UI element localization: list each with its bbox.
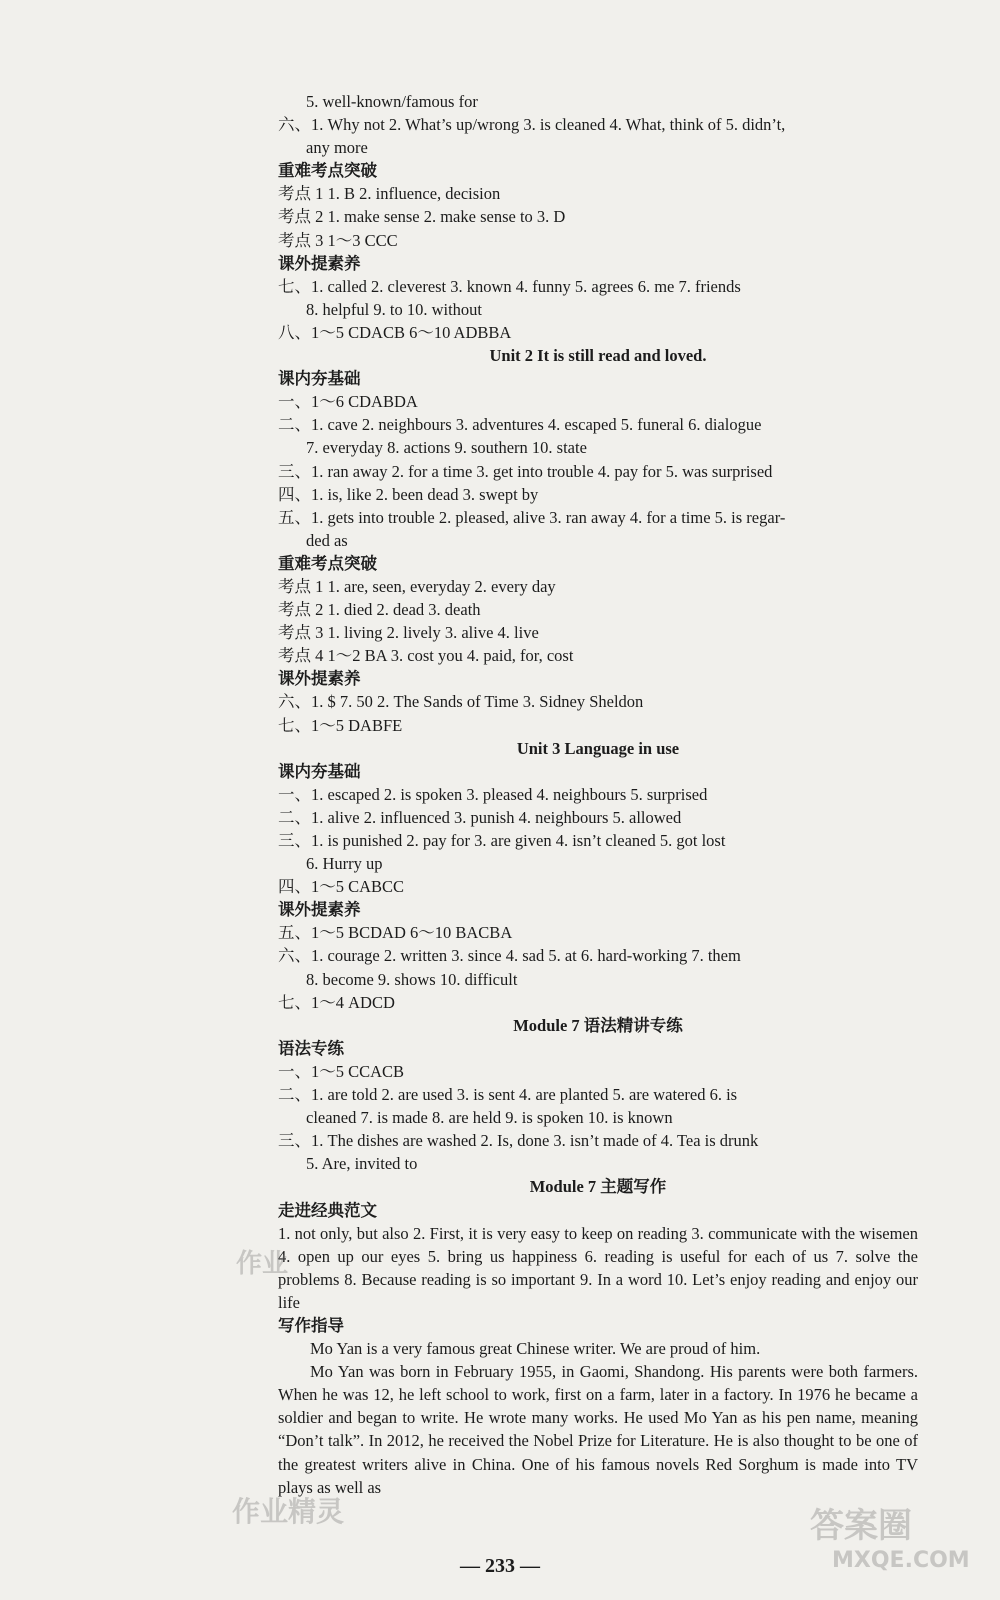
answer-line: 七、1～5 DABFE xyxy=(278,715,403,735)
answer-line: 六、1. courage 2. written 3. since 4. sad 5. at 6. hard-working 7. them xyxy=(278,946,741,966)
section-heading: Unit 3 Language in use xyxy=(516,738,680,758)
answer-line: 7. everyday 8. actions 9. southern 10. state xyxy=(306,438,587,458)
watermark-daanquan: 答案圈 xyxy=(810,1506,912,1546)
fanwen-answers: 1. not only, but also 2. First, it is very easy to keep on reading 3. communicate with the wisemen 4. open up our eyes 5. bring us happiness 6. reading is useful for each of us 7. solve the problems 8. Because reading is so important 9. In a word 10. Let’s enjoy reading and enjoy our life xyxy=(278,1223,918,1312)
answer-line: 七、1. called 2. cleverest 3. known 4. funny 5. agrees 6. me 7. friends xyxy=(278,276,741,296)
answer-line: 考点 2 1. died 2. dead 3. death xyxy=(278,600,481,620)
answer-line: 六、1. Why not 2. What’s up/wrong 3. is cleaned 4. What, think of 5. didn’t, xyxy=(278,115,786,135)
section-heading: 课外提素养 xyxy=(278,253,361,273)
section-heading: 课外提素养 xyxy=(278,900,361,920)
answer-line: 八、1～5 CDACB 6～10 ADBBA xyxy=(278,322,512,342)
answer-line: 六、1. $ 7. 50 2. The Sands of Time 3. Sidney Sheldon xyxy=(278,692,644,712)
essay-paragraph-1: Mo Yan is a very famous great Chinese writer. We are proud of him. xyxy=(310,1339,761,1359)
answer-line: 考点 3 1～3 CCC xyxy=(278,230,398,250)
answer-line: 七、1～4 ADCD xyxy=(278,992,395,1012)
section-heading-writing-guide: 写作指导 xyxy=(278,1315,344,1335)
answer-line: ded as xyxy=(306,530,348,550)
section-heading: 走进经典范文 xyxy=(278,1200,377,1220)
answer-line: 8. become 9. shows 10. difficult xyxy=(306,969,518,989)
section-heading: 语法专练 xyxy=(278,1038,344,1058)
answer-line: cleaned 7. is made 8. are held 9. is spoken 10. is known xyxy=(306,1108,673,1128)
answer-line: 8. helpful 9. to 10. without xyxy=(306,299,482,319)
answer-line: 三、1. The dishes are washed 2. Is, done 3. isn’t made of 4. Tea is drunk xyxy=(278,1131,759,1151)
section-heading: Module 7 语法精讲专练 xyxy=(513,1015,683,1035)
section-heading: 课内夯基础 xyxy=(278,369,361,389)
answer-line: 五、1. gets into trouble 2. pleased, alive 3. ran away 4. for a time 5. is regar- xyxy=(278,507,786,527)
section-heading: 重难考点突破 xyxy=(278,161,377,181)
answer-line: 5. well-known/famous for xyxy=(306,92,478,111)
section-heading: Unit 2 It is still read and loved. xyxy=(489,346,707,366)
answer-line: 考点 1 1. are, seen, everyday 2. every day xyxy=(278,576,556,596)
answer-line: 二、1. are told 2. are used 3. is sent 4. are planted 5. are watered 6. is xyxy=(278,1085,738,1105)
watermark-zuoyejingling: 作业精灵 xyxy=(232,1495,345,1528)
section-heading: Module 7 主题写作 xyxy=(529,1177,667,1197)
answer-line: 二、1. cave 2. neighbours 3. adventures 4. escaped 5. funeral 6. dialogue xyxy=(278,415,762,435)
section-heading: 课内夯基础 xyxy=(278,761,361,781)
answer-line: 一、1～5 CCACB xyxy=(278,1061,405,1081)
answer-page xyxy=(278,90,918,1499)
answer-lines xyxy=(278,90,918,1222)
answer-line: 四、1～5 CABCC xyxy=(278,877,405,897)
page-number: — 233 — xyxy=(460,1555,540,1577)
section-heading: 课外提素养 xyxy=(278,669,361,689)
answer-line: any more xyxy=(306,138,368,158)
answer-line: 考点 4 1～2 BA 3. cost you 4. paid, for, cost xyxy=(278,646,574,666)
answer-line: 二、1. alive 2. influenced 3. punish 4. neighbours 5. allowed xyxy=(278,807,682,827)
answer-line: 考点 3 1. living 2. lively 3. alive 4. live xyxy=(278,623,539,643)
watermark-mxqe: MXQE.COM xyxy=(832,1548,970,1573)
answer-line: 5. Are, invited to xyxy=(306,1154,418,1174)
essay-paragraph-2: Mo Yan was born in February 1955, in Gaomi, Shandong. His parents were both farmers. When he was 12, he left school to work, first on a farm, later in a factory. In 1976 he became a soldier and began to write. He wrote many works. He used Mo Yan as his pen name, meaning “Don’t talk”. In 2012, he received the Nobel Prize for Literature. He is also thought to be one of the greatest writers alive in China. One of his famous novels Red Sorghum is made into TV plays as well as xyxy=(278,1362,918,1497)
answer-line: 三、1. is punished 2. pay for 3. are given 4. isn’t cleaned 5. got lost xyxy=(278,831,726,850)
watermark-zuoye: 作业 xyxy=(236,1249,289,1279)
answer-line: 五、1～5 BCDAD 6～10 BACBA xyxy=(278,923,513,943)
answer-line: 四、1. is, like 2. been dead 3. swept by xyxy=(278,484,539,504)
answer-line: 考点 2 1. make sense 2. make sense to 3. D xyxy=(278,207,566,227)
answer-line: 一、1. escaped 2. is spoken 3. pleased 4. neighbours 5. surprised xyxy=(278,784,708,804)
answer-line: 一、1～6 CDABDA xyxy=(278,392,418,412)
answer-line: 三、1. ran away 2. for a time 3. get into trouble 4. pay for 5. was surprised xyxy=(278,461,773,481)
section-heading: 重难考点突破 xyxy=(278,553,377,573)
answer-line: 6. Hurry up xyxy=(306,854,383,874)
answer-line: 考点 1 1. B 2. influence, decision xyxy=(278,184,501,204)
